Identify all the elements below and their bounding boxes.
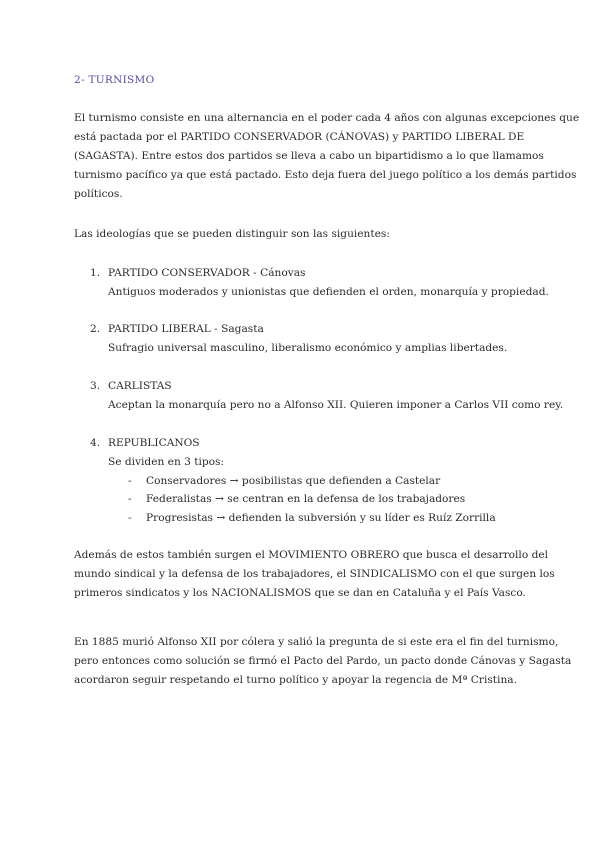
dash-bullet: - [128, 475, 132, 487]
movements-line: Además de estos también surgen el MOVIMIENTO OBRERO que busca el desarrollo del [74, 549, 549, 561]
list-description: Aceptan la monarquía pero no a Alfonso XII. Quieren imponer a Carlos VII como rey. [108, 399, 564, 411]
movements-line: mundo sindical y la defensa de los trabajadores, el SINDICALISMO con el que surgen los [74, 568, 555, 580]
list-number: 1. [90, 267, 101, 279]
pardo-line: acordaron seguir respetando el turno político y apoyar la regencia de Mª Cristina. [74, 674, 517, 686]
pardo-paragraph [74, 633, 572, 690]
sub-list-text: Federalistas → se centran en la defensa de los trabajadores [146, 493, 466, 505]
list-number: 2. [90, 323, 101, 335]
list-title: PARTIDO LIBERAL - Sagasta [108, 323, 264, 335]
sub-list-text: Conservadores → posibilistas que defienden a Castelar [146, 475, 441, 487]
pardo-line: En 1885 murió Alfonso XII por cólera y salió la pregunta de si este era el fin del turnismo, [74, 636, 559, 648]
ideologies-intro-text: Las ideologías que se pueden distinguir son las siguientes: [74, 228, 390, 240]
intro-paragraph [74, 109, 580, 204]
intro-line: turnismo pacífico ya que está pactado. Esto deja fuera del juego político a los demás partidos [74, 169, 577, 181]
intro-line: está pactada por el PARTIDO CONSERVADOR (CÁNOVAS) y PARTIDO LIBERAL DE [74, 131, 525, 143]
intro-line: El turnismo consiste en una alternancia en el poder cada 4 años con algunas excepciones que [74, 112, 580, 124]
ideologies-intro [74, 225, 534, 244]
list-title: REPUBLICANOS [108, 437, 200, 449]
section-heading: 2- TURNISMO [74, 74, 155, 86]
dash-bullet: - [128, 493, 132, 505]
list-title: PARTIDO CONSERVADOR - Cánovas [108, 267, 306, 279]
list-description: Se dividen en 3 tipos: [108, 456, 225, 468]
sub-list-text: Progresistas → defienden la subversión y su líder es Ruíz Zorrilla [146, 512, 496, 524]
list-number: 3. [90, 380, 101, 392]
intro-line: políticos. [74, 188, 123, 200]
movements-line: primeros sindicatos y los NACIONALISMOS que se dan en Cataluña y el País Vasco. [74, 587, 526, 599]
intro-line: (SAGASTA). Entre estos dos partidos se lleva a cabo un bipartidismo a lo que llamamos [74, 150, 544, 162]
list-number: 4. [90, 437, 101, 449]
dash-bullet: - [128, 512, 132, 524]
list-description: Sufragio universal masculino, liberalismo económico y amplias libertades. [108, 342, 508, 354]
list-title: CARLISTAS [108, 380, 172, 392]
pardo-line: pero entonces como solución se firmó el Pacto del Pardo, un pacto donde Cánovas y Sagasta [74, 655, 572, 667]
movements-paragraph [74, 546, 555, 603]
list-description: Antiguos moderados y unionistas que defienden el orden, monarquía y propiedad. [108, 286, 549, 298]
